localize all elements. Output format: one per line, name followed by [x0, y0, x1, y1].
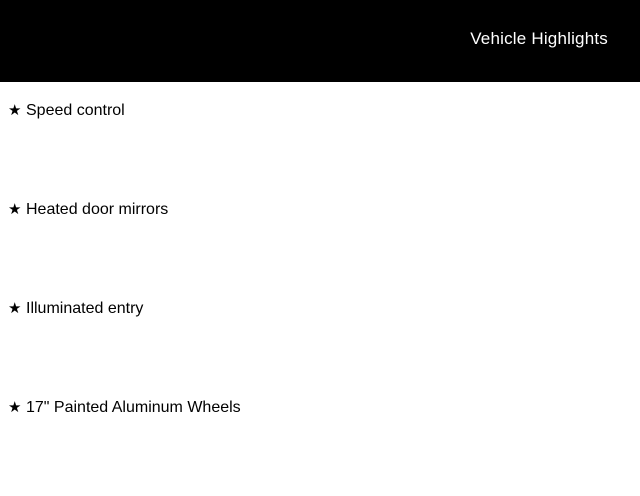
star-bullet-icon: ★: [8, 102, 22, 119]
page-title: Vehicle Highlights: [470, 29, 608, 48]
list-item: [0, 298, 640, 397]
star-bullet-icon: ★: [8, 201, 22, 218]
highlight-label: Illuminated entry: [26, 300, 144, 317]
star-bullet-icon: ★: [8, 300, 22, 317]
footer-spacer: [0, 454, 640, 480]
highlight-label: Heated door mirrors: [26, 201, 169, 218]
header-band: [0, 0, 640, 82]
list-item: [0, 100, 640, 199]
list-item: [0, 397, 640, 496]
highlight-label: 17" Painted Aluminum Wheels: [26, 399, 241, 416]
star-bullet-icon: ★: [8, 399, 22, 416]
highlight-label: Speed control: [26, 102, 125, 119]
list-item: [0, 199, 640, 298]
vehicle-highlights-list: [0, 100, 640, 496]
